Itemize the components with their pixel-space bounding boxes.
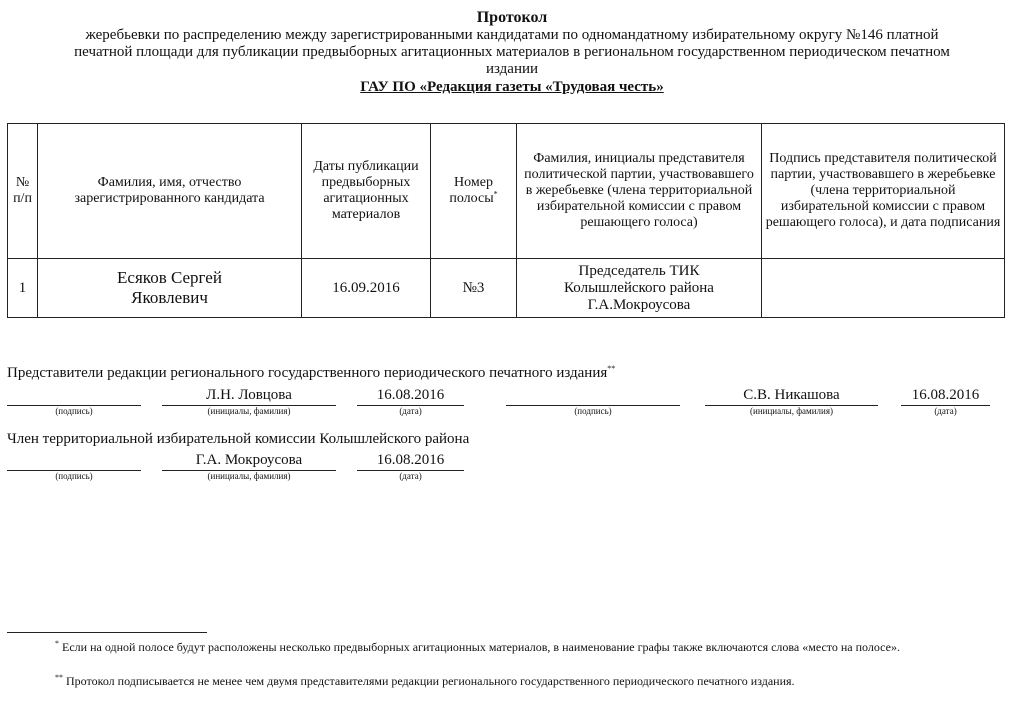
- footnote-2: [7, 674, 1011, 689]
- commission-member-heading: Член территориальной избирательной комиссии Колышлейского района: [7, 431, 470, 447]
- document-subtitle-line-3: издании: [485, 61, 539, 77]
- table-row: [8, 259, 1005, 318]
- rep1-date-caption: (дата): [399, 406, 422, 416]
- document-title: Протокол: [476, 9, 548, 26]
- cell-signature: [762, 259, 1005, 318]
- rep1-date: 16.08.2016: [357, 387, 464, 406]
- cell-page-number: №3: [431, 259, 517, 318]
- representative-text: Председатель ТИК Колышлейского района Г.А.Мокроусова: [564, 262, 714, 313]
- header-dates: Даты публикации предвыборных агитационных материалов: [302, 124, 431, 259]
- header-signature: Подпись представителя политической партии, участвовавшего в жеребьевке (члена территориальной избирательной комиссии с правом решающего голоса), и дата подписания: [762, 124, 1005, 259]
- member-name: Г.А. Мокроусова: [162, 452, 336, 471]
- document-subtitle-line-2: печатной площади для публикации предвыборных агитационных материалов в региональном государственном периодическом печатном: [74, 44, 950, 60]
- member-name-caption: (инициалы, фамилия): [207, 471, 291, 481]
- footnote-1-text: Если на одной полосе будут расположены несколько предвыборных агитационных материалов, в наименование графы также включаются слова «место на полосе».: [62, 640, 900, 654]
- rep1-signature-line: [7, 387, 141, 406]
- rep2-signature-caption: (подпись): [574, 406, 612, 416]
- rep1-signature-caption: (подпись): [55, 406, 93, 416]
- header-page-number: [431, 124, 517, 259]
- rep2-name: С.В. Никашова: [705, 387, 878, 406]
- header-representative: Фамилия, инициалы представителя политической партии, участвовавшего в жеребьевке (члена территориальной избирательной комиссии с правом решающего голоса): [517, 124, 762, 259]
- candidate-name: Есяков Сергей Яковлевич: [117, 268, 222, 307]
- rep2-signature-line: [506, 387, 680, 406]
- editorial-heading-footnote-mark: **: [607, 364, 616, 373]
- footnote-1-mark: *: [55, 639, 59, 648]
- rep2-date-caption: (дата): [934, 406, 957, 416]
- rep2-date: 16.08.2016: [901, 387, 990, 406]
- document-header: [20, 8, 1004, 97]
- header-page-label: Номер полосы: [449, 175, 494, 206]
- rep1-name-caption: (инициалы, фамилия): [207, 406, 291, 416]
- member-signature-caption: (подпись): [55, 471, 93, 481]
- cell-candidate: [38, 259, 302, 318]
- cell-number: 1: [8, 259, 38, 318]
- organization-name: ГАУ ПО «Редакция газеты «Трудовая честь»: [360, 79, 664, 95]
- member-signature-line: [7, 452, 141, 471]
- footnote-separator: [7, 632, 207, 633]
- header-candidate: Фамилия, имя, отчество зарегистрированного кандидата: [38, 124, 302, 259]
- table-header-row: [8, 124, 1005, 259]
- footnote-2-mark: **: [55, 673, 63, 682]
- rep2-name-caption: (инициалы, фамилия): [750, 406, 833, 416]
- editorial-representatives-heading: [7, 365, 615, 382]
- draw-results-table: [7, 123, 1005, 318]
- header-page-footnote-mark: *: [493, 189, 498, 199]
- rep1-name: Л.Н. Ловцова: [162, 387, 336, 406]
- footnote-1: [7, 640, 1011, 655]
- footnote-2-text: Протокол подписывается не менее чем двумя представителями редакции регионального государственного периодического печатного издания.: [66, 674, 795, 688]
- cell-representative: [517, 259, 762, 318]
- cell-dates: 16.09.2016: [302, 259, 431, 318]
- editorial-heading-text: Представители редакции регионального государственного периодического печатного издания: [7, 365, 608, 381]
- header-number: № п/п: [8, 124, 38, 259]
- document-subtitle-line-1: жеребьевки по распределению между зарегистрированными кандидатами по одномандатному избирательному округу №146 платной: [85, 27, 939, 43]
- member-date-caption: (дата): [399, 471, 422, 481]
- member-date: 16.08.2016: [357, 452, 464, 471]
